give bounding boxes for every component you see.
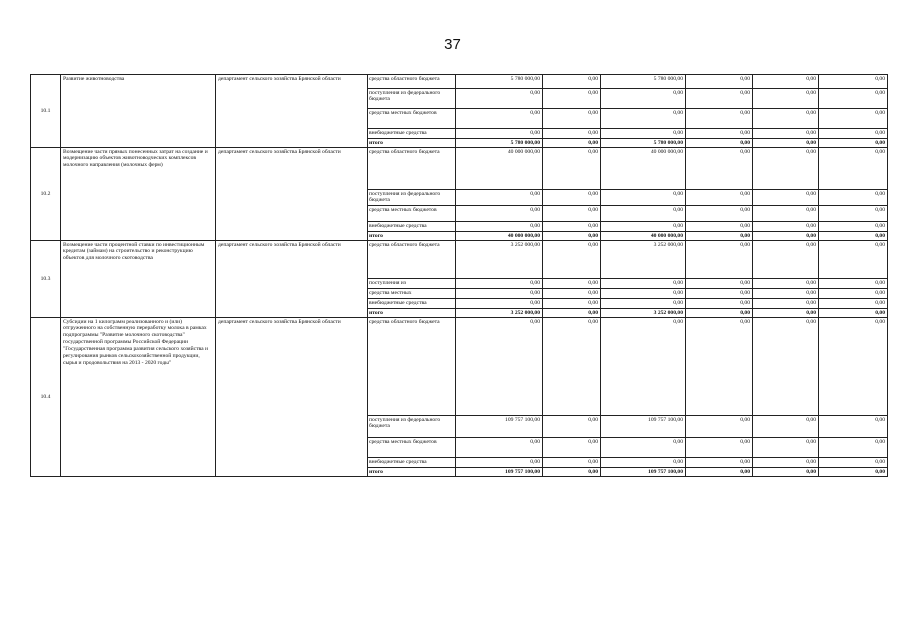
executor: департамент сельского хозяйства Брянской области (216, 148, 368, 241)
amount-cell: 109 757 100,00 (601, 468, 686, 477)
funding-source: средства местных бюджетов (368, 438, 456, 458)
amount-cell: 3 252 000,00 (456, 309, 543, 318)
amount-cell: 0,00 (753, 129, 819, 139)
amount-cell: 0,00 (543, 468, 601, 477)
amount-cell: 0,00 (543, 148, 601, 190)
amount-cell: 0,00 (543, 279, 601, 289)
budget-table (30, 74, 888, 477)
amount-cell: 0,00 (819, 309, 888, 318)
amount-cell: 0,00 (456, 318, 543, 416)
executor: департамент сельского хозяйства Брянской области (216, 75, 368, 148)
amount-cell: 0,00 (686, 129, 753, 139)
amount-cell: 0,00 (686, 438, 753, 458)
amount-cell: 0,00 (819, 89, 888, 109)
amount-cell: 0,00 (686, 299, 753, 309)
amount-cell: 0,00 (753, 309, 819, 318)
amount-cell: 0,00 (686, 148, 753, 190)
amount-cell: 0,00 (753, 222, 819, 232)
amount-cell: 0,00 (543, 299, 601, 309)
amount-cell: 0,00 (543, 318, 601, 416)
amount-cell: 0,00 (456, 222, 543, 232)
amount-cell: 0,00 (686, 75, 753, 89)
amount-cell: 0,00 (456, 458, 543, 468)
amount-cell: 0,00 (819, 289, 888, 299)
amount-cell: 0,00 (543, 190, 601, 206)
amount-cell: 0,00 (456, 279, 543, 289)
amount-cell: 0,00 (753, 241, 819, 279)
amount-cell: 0,00 (601, 222, 686, 232)
measure-name: Возмещение части процентной ставки по инвестиционным кредитам (займам) на строительство и реконструкцию объектов для молочного скотоводства (61, 241, 216, 318)
amount-cell: 0,00 (753, 438, 819, 458)
funding-source: внебюджетные средства (368, 299, 456, 309)
amount-cell: 0,00 (601, 206, 686, 222)
amount-cell: 0,00 (753, 232, 819, 241)
amount-cell: 0,00 (543, 139, 601, 148)
amount-cell: 0,00 (543, 416, 601, 438)
amount-cell: 0,00 (686, 222, 753, 232)
amount-cell: 0,00 (753, 458, 819, 468)
amount-cell: 0,00 (456, 289, 543, 299)
amount-cell: 0,00 (456, 299, 543, 309)
amount-cell: 40 000 000,00 (456, 148, 543, 190)
row-index: 10.1 (31, 75, 61, 148)
funding-source: внебюджетные средства (368, 458, 456, 468)
amount-cell: 0,00 (686, 190, 753, 206)
amount-cell: 0,00 (686, 279, 753, 289)
amount-cell: 0,00 (819, 438, 888, 458)
amount-cell: 0,00 (456, 190, 543, 206)
funding-source: средства областного бюджета (368, 241, 456, 279)
amount-cell: 0,00 (601, 458, 686, 468)
amount-cell: 0,00 (686, 318, 753, 416)
amount-cell: 0,00 (819, 148, 888, 190)
amount-cell: 0,00 (819, 279, 888, 289)
amount-cell: 0,00 (819, 416, 888, 438)
amount-cell: 0,00 (686, 89, 753, 109)
executor: департамент сельского хозяйства Брянской области (216, 241, 368, 318)
amount-cell: 0,00 (686, 309, 753, 318)
funding-source: итого (368, 309, 456, 318)
amount-cell: 0,00 (601, 190, 686, 206)
amount-cell: 0,00 (753, 148, 819, 190)
amount-cell: 0,00 (819, 318, 888, 416)
amount-cell: 0,00 (456, 206, 543, 222)
table-row (31, 148, 888, 190)
amount-cell: 0,00 (543, 438, 601, 458)
amount-cell: 0,00 (686, 232, 753, 241)
amount-cell: 0,00 (601, 318, 686, 416)
amount-cell: 0,00 (601, 89, 686, 109)
amount-cell: 0,00 (753, 109, 819, 129)
amount-cell: 0,00 (543, 309, 601, 318)
amount-cell: 0,00 (753, 299, 819, 309)
funding-source: средства областного бюджета (368, 75, 456, 89)
funding-source: поступления из федерального бюджета (368, 416, 456, 438)
funding-source: внебюджетные средства (368, 222, 456, 232)
funding-source: средства областного бюджета (368, 318, 456, 416)
row-index: 10.4 (31, 318, 61, 477)
amount-cell: 0,00 (753, 318, 819, 416)
amount-cell: 0,00 (753, 279, 819, 289)
amount-cell: 0,00 (543, 206, 601, 222)
funding-source: средства местных бюджетов (368, 206, 456, 222)
amount-cell: 0,00 (601, 279, 686, 289)
amount-cell: 0,00 (819, 458, 888, 468)
amount-cell: 3 252 000,00 (601, 241, 686, 279)
funding-source: итого (368, 139, 456, 148)
amount-cell: 5 780 000,00 (456, 139, 543, 148)
amount-cell: 0,00 (543, 458, 601, 468)
amount-cell: 0,00 (686, 458, 753, 468)
amount-cell: 0,00 (819, 75, 888, 89)
amount-cell: 0,00 (543, 129, 601, 139)
funding-source: поступления из федерального бюджета (368, 89, 456, 109)
page-number: 37 (444, 36, 461, 53)
amount-cell: 0,00 (819, 232, 888, 241)
amount-cell: 0,00 (753, 468, 819, 477)
amount-cell: 0,00 (753, 75, 819, 89)
amount-cell: 3 252 000,00 (456, 241, 543, 279)
amount-cell: 3 252 000,00 (601, 309, 686, 318)
amount-cell: 5 780 000,00 (456, 75, 543, 89)
amount-cell: 0,00 (601, 109, 686, 129)
amount-cell: 0,00 (456, 89, 543, 109)
amount-cell: 0,00 (543, 75, 601, 89)
funding-source: средства местных бюджетов (368, 109, 456, 129)
amount-cell: 0,00 (819, 190, 888, 206)
executor: департамент сельского хозяйства Брянской области (216, 318, 368, 477)
amount-cell: 0,00 (543, 241, 601, 279)
amount-cell: 0,00 (819, 299, 888, 309)
amount-cell: 0,00 (819, 222, 888, 232)
amount-cell: 0,00 (543, 89, 601, 109)
amount-cell: 0,00 (819, 109, 888, 129)
amount-cell: 0,00 (601, 289, 686, 299)
amount-cell: 0,00 (686, 468, 753, 477)
amount-cell: 0,00 (543, 109, 601, 129)
amount-cell: 109 757 100,00 (601, 416, 686, 438)
amount-cell: 0,00 (601, 438, 686, 458)
amount-cell: 0,00 (686, 241, 753, 279)
amount-cell: 0,00 (601, 129, 686, 139)
amount-cell: 0,00 (543, 232, 601, 241)
funding-source: внебюджетные средства (368, 129, 456, 139)
amount-cell: 0,00 (819, 206, 888, 222)
measure-name: Возмещение части прямых понесенных затрат на создание и модернизацию объектов животноводческих комплексов молочного направления (молочных ферм) (61, 148, 216, 241)
amount-cell: 0,00 (456, 109, 543, 129)
amount-cell: 0,00 (456, 438, 543, 458)
funding-source: итого (368, 468, 456, 477)
amount-cell: 0,00 (543, 222, 601, 232)
amount-cell: 40 000 000,00 (601, 148, 686, 190)
amount-cell: 0,00 (686, 289, 753, 299)
amount-cell: 109 757 100,00 (456, 416, 543, 438)
amount-cell: 0,00 (753, 139, 819, 148)
table-row (31, 318, 888, 416)
amount-cell: 0,00 (753, 416, 819, 438)
table-row (31, 75, 888, 89)
amount-cell: 0,00 (753, 190, 819, 206)
measure-name: Развитие животноводства (61, 75, 216, 148)
amount-cell: 0,00 (686, 109, 753, 129)
funding-source: поступления из федерального бюджета (368, 190, 456, 206)
measure-name: Субсидии на 1 килограмм реализованного и (или) отгруженного на собственную переработку молока в рамках подпрограммы "Развитие молочного скотоводства" государственной программы Российской Федерации "Государственная программа развития сельского хозяйства и регулирования рынков сельскохозяйственной продукции, сырья и продовольствия на 2013 - 2020 годы" (61, 318, 216, 477)
amount-cell: 0,00 (819, 468, 888, 477)
amount-cell: 0,00 (819, 129, 888, 139)
funding-source: средства местных (368, 289, 456, 299)
row-index: 10.2 (31, 148, 61, 241)
table-body (31, 75, 888, 477)
amount-cell: 0,00 (543, 289, 601, 299)
amount-cell: 5 780 000,00 (601, 139, 686, 148)
amount-cell: 0,00 (686, 416, 753, 438)
funding-source: итого (368, 232, 456, 241)
funding-source: средства областного бюджета (368, 148, 456, 190)
amount-cell: 0,00 (601, 299, 686, 309)
amount-cell: 5 780 000,00 (601, 75, 686, 89)
amount-cell: 109 757 100,00 (456, 468, 543, 477)
amount-cell: 0,00 (686, 206, 753, 222)
row-index: 10.3 (31, 241, 61, 318)
amount-cell: 0,00 (819, 241, 888, 279)
amount-cell: 0,00 (456, 129, 543, 139)
amount-cell: 0,00 (753, 89, 819, 109)
funding-source: поступления из (368, 279, 456, 289)
amount-cell: 40 000 000,00 (601, 232, 686, 241)
table-row (31, 241, 888, 279)
amount-cell: 0,00 (686, 139, 753, 148)
amount-cell: 0,00 (753, 206, 819, 222)
amount-cell: 40 000 000,00 (456, 232, 543, 241)
amount-cell: 0,00 (819, 139, 888, 148)
amount-cell: 0,00 (753, 289, 819, 299)
